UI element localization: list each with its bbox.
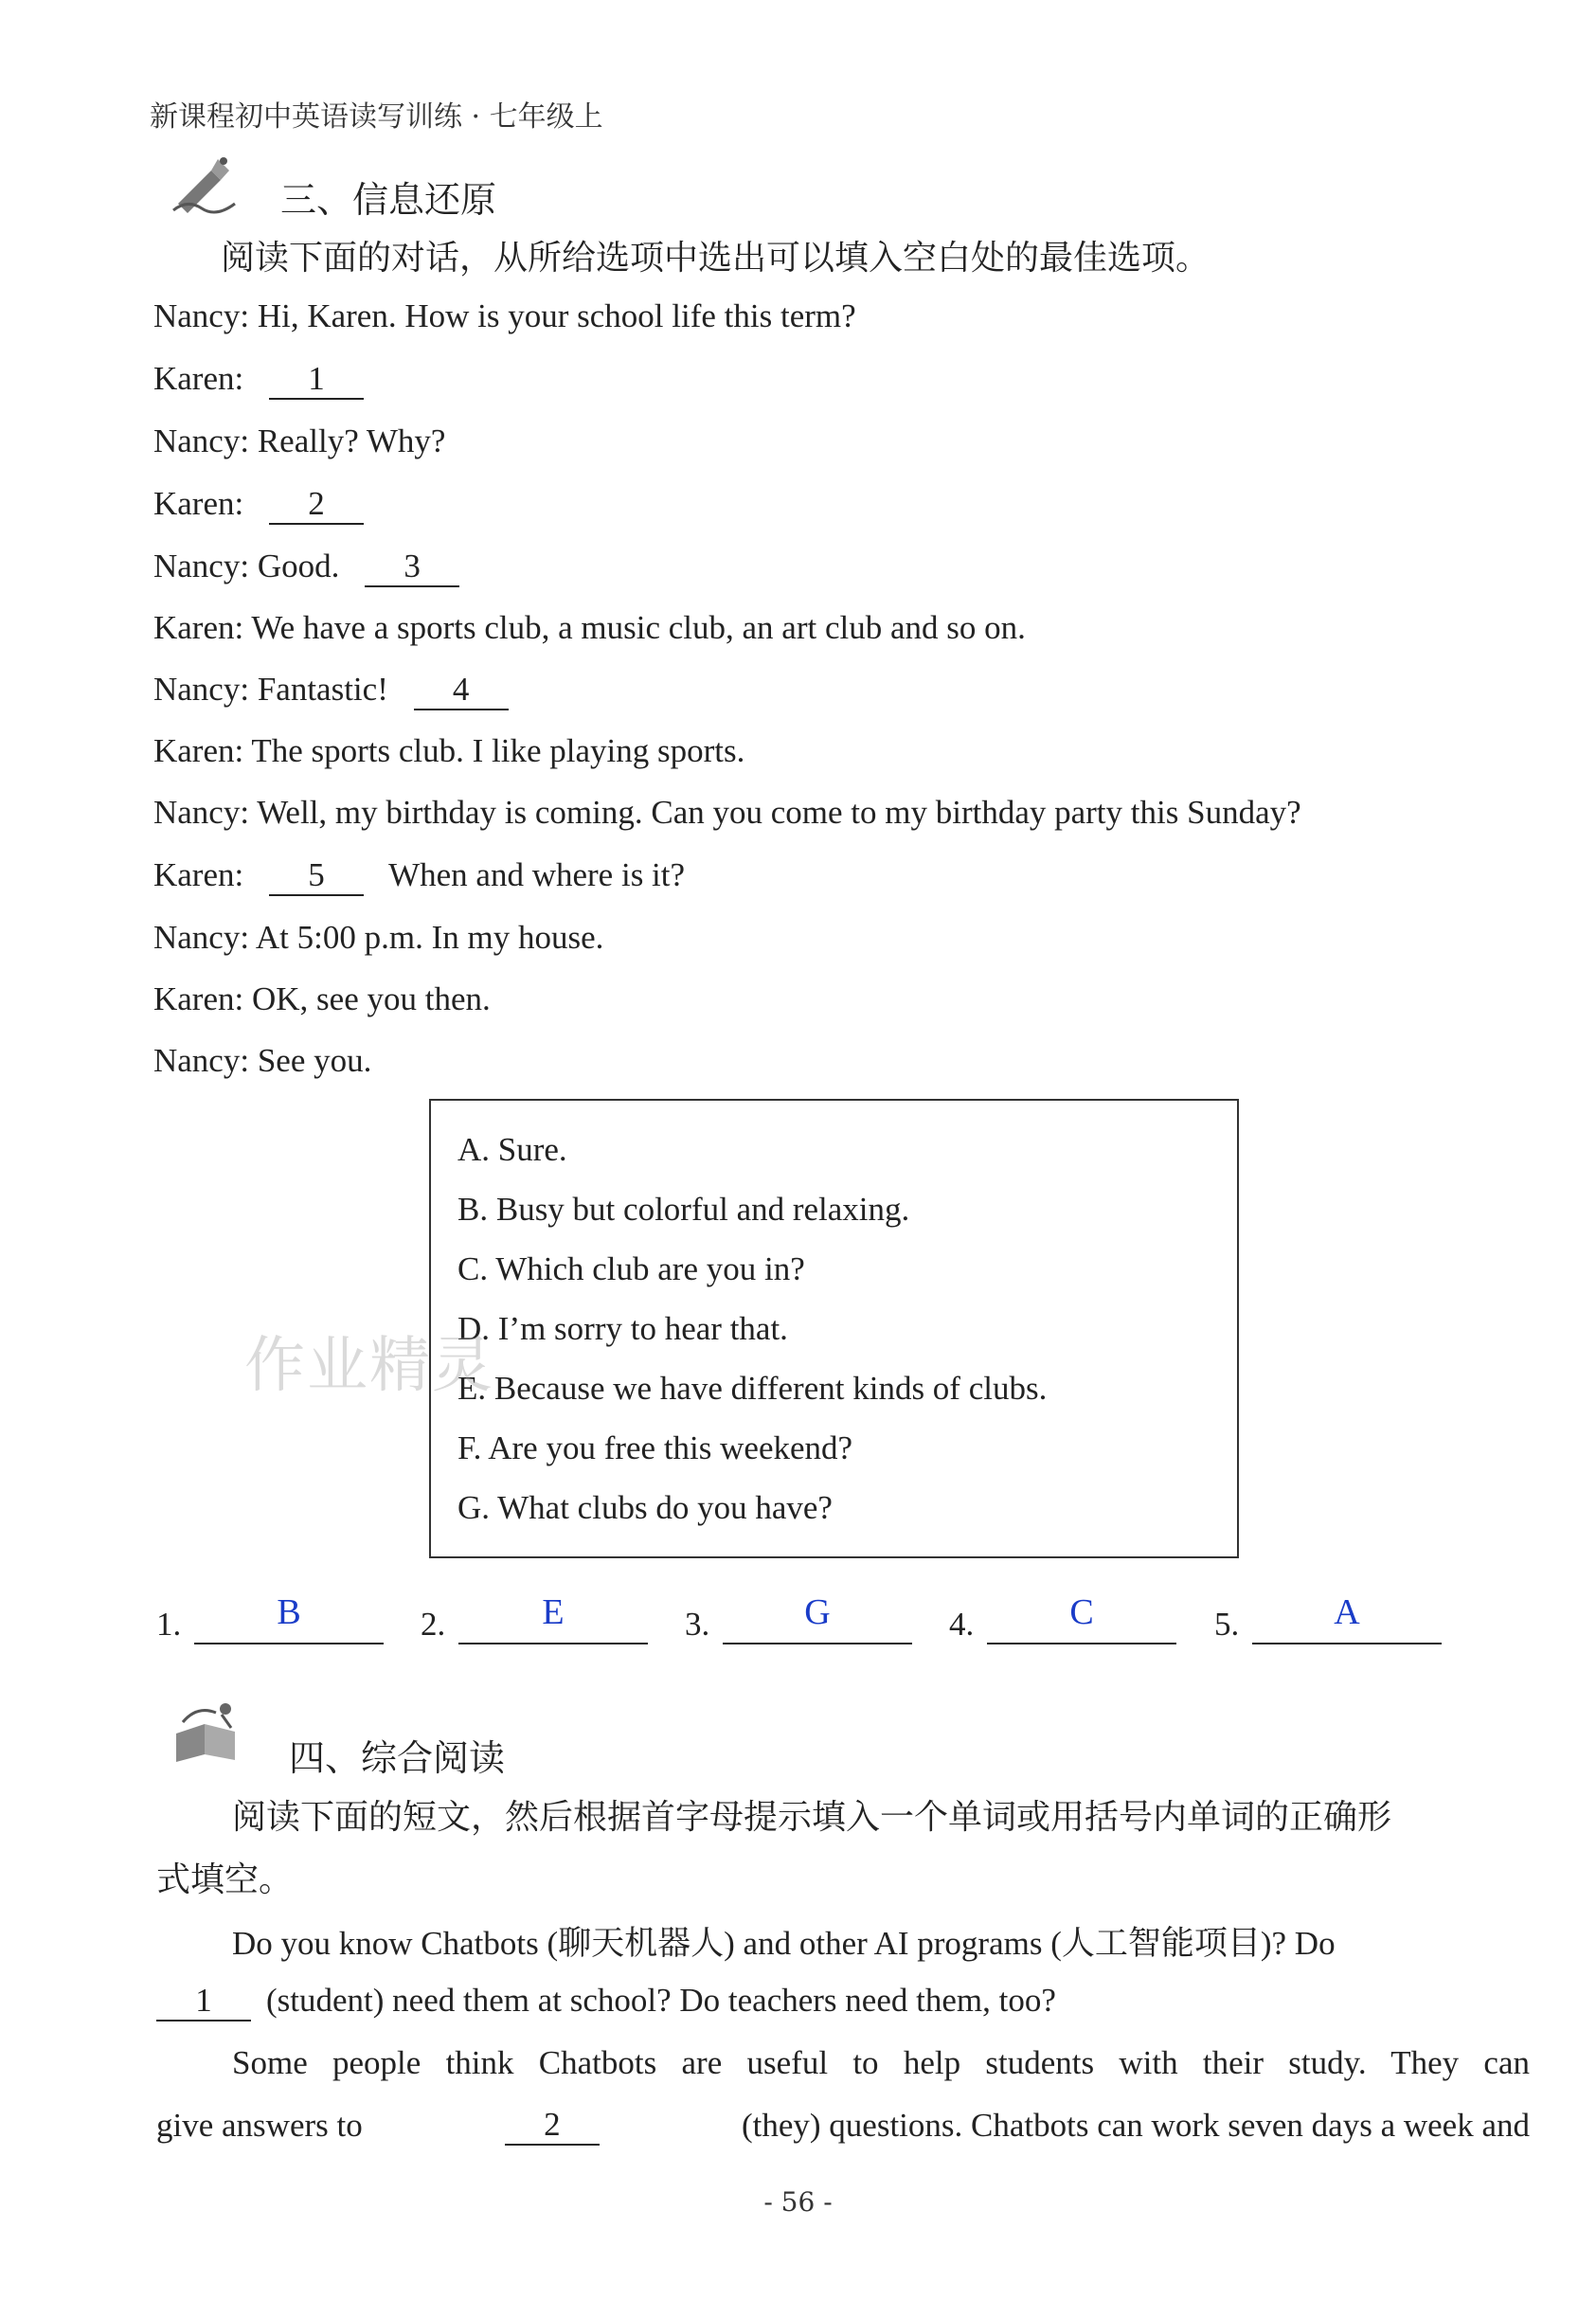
answer-value-4: C (1069, 1592, 1094, 1632)
answer-line-2 (458, 1642, 648, 1644)
section4-instruction-1: 阅读下面的短文，然后根据首字母提示填入一个单词或用括号内单词的正确形 (232, 1798, 1392, 1837)
speaker: Nancy: (153, 671, 250, 708)
option-c: C. Which club are you in? (457, 1250, 805, 1287)
section3-instruction: 阅读下面的对话，从所给选项中选出可以填入空白处的最佳选项。 (221, 239, 1210, 278)
dialogue-line-7: Nancy: Fantastic! 4 (153, 671, 509, 710)
speaker: Nancy: (153, 919, 250, 956)
blank-4: 4 (414, 672, 509, 710)
option-e: E. Because we have different kinds of clubs. (457, 1370, 1048, 1407)
speaker: Nancy: (153, 548, 250, 584)
speaker: Karen: (153, 980, 244, 1017)
passage-blank-1: 1 (156, 1983, 251, 2022)
speaker: Nancy: (153, 297, 250, 334)
book-reading-icon (169, 1696, 244, 1764)
dialogue-line-1: Nancy: Hi, Karen. How is your school life this term? (153, 297, 856, 334)
section4-instruction-2: 式填空。 (156, 1860, 294, 1899)
dialogue-line-6: Karen: We have a sports club, a music club, an art club and so on. (153, 609, 1026, 646)
answer-line-1 (194, 1642, 384, 1644)
dialogue-line-13: Nancy: See you. (153, 1042, 372, 1079)
dialogue-line-10: Karen: 5 When and where is it? (153, 856, 685, 896)
answer-num-2: 2. (421, 1606, 446, 1643)
dialogue-line-5: Nancy: Good. 3 (153, 548, 459, 587)
pencil-writing-icon (169, 152, 244, 220)
blank-2: 2 (269, 486, 364, 525)
passage-blank-2: 2 (505, 2107, 600, 2146)
speaker: Karen: (153, 732, 244, 769)
dialogue-line-4 (153, 485, 364, 525)
dialogue-line-3: Nancy: Really? Why? (153, 422, 446, 459)
answer-num-5: 5. (1214, 1606, 1240, 1643)
section3-title: 三、信息还原 (280, 179, 497, 221)
answer-num-1: 1. (156, 1606, 182, 1643)
answer-value-3: G (804, 1592, 831, 1632)
answer-num-3: 3. (685, 1606, 710, 1643)
passage-p1-line2: 1 (student) need them at school? Do teachers need them, too? (156, 1982, 1056, 2022)
passage-p1-line1: Do you know Chatbots (聊天机器人) and other AI programs (人工智能项目)? Do (232, 1925, 1336, 1962)
speaker: Karen: (153, 485, 244, 522)
options-box (429, 1099, 1239, 1558)
speaker: Nancy: (153, 1042, 250, 1079)
blank-5: 5 (269, 857, 364, 896)
passage-p2-line1: Some people think Chatbots are useful to help students with their study. They can (232, 2044, 1530, 2081)
option-g: G. What clubs do you have? (457, 1489, 833, 1526)
answer-line-3 (723, 1642, 912, 1644)
dialogue-line-2 (153, 360, 364, 400)
blank-3: 3 (365, 548, 459, 587)
answer-value-5: A (1334, 1592, 1360, 1632)
answer-line-5 (1252, 1642, 1442, 1644)
speaker: Nancy: (153, 422, 250, 459)
watermark: 作业精灵 (244, 1331, 494, 1401)
passage-p2-line2: give answers to 2 (they) questions. Chatbots can work seven days a week and (156, 2106, 1530, 2144)
speaker: Karen: (153, 856, 244, 893)
answer-value-2: E (542, 1592, 565, 1632)
answer-line-4 (987, 1642, 1176, 1644)
dialogue-line-8: Karen: The sports club. I like playing sports. (153, 732, 745, 769)
dialogue-line-9: Nancy: Well, my birthday is coming. Can you come to my birthday party this Sunday? (153, 794, 1301, 831)
answer-value-1: B (277, 1592, 301, 1632)
speaker: Karen: (153, 360, 244, 397)
dialogue-line-11: Nancy: At 5:00 p.m. In my house. (153, 919, 604, 956)
page-header: 新课程初中英语读写训练 · 七年级上 (150, 100, 603, 134)
speaker: Nancy: (153, 794, 250, 831)
option-f: F. Are you free this weekend? (457, 1429, 853, 1466)
answer-num-4: 4. (949, 1606, 975, 1643)
option-b: B. Busy but colorful and relaxing. (457, 1191, 910, 1228)
dialogue-line-12: Karen: OK, see you then. (153, 980, 491, 1017)
section4-title: 四、综合阅读 (289, 1737, 506, 1779)
blank-1: 1 (269, 361, 364, 400)
option-d: D. I’m sorry to hear that. (457, 1310, 788, 1347)
page-number: - 56 - (763, 2186, 833, 2218)
speaker: Karen: (153, 609, 244, 646)
option-a: A. Sure. (457, 1131, 567, 1168)
